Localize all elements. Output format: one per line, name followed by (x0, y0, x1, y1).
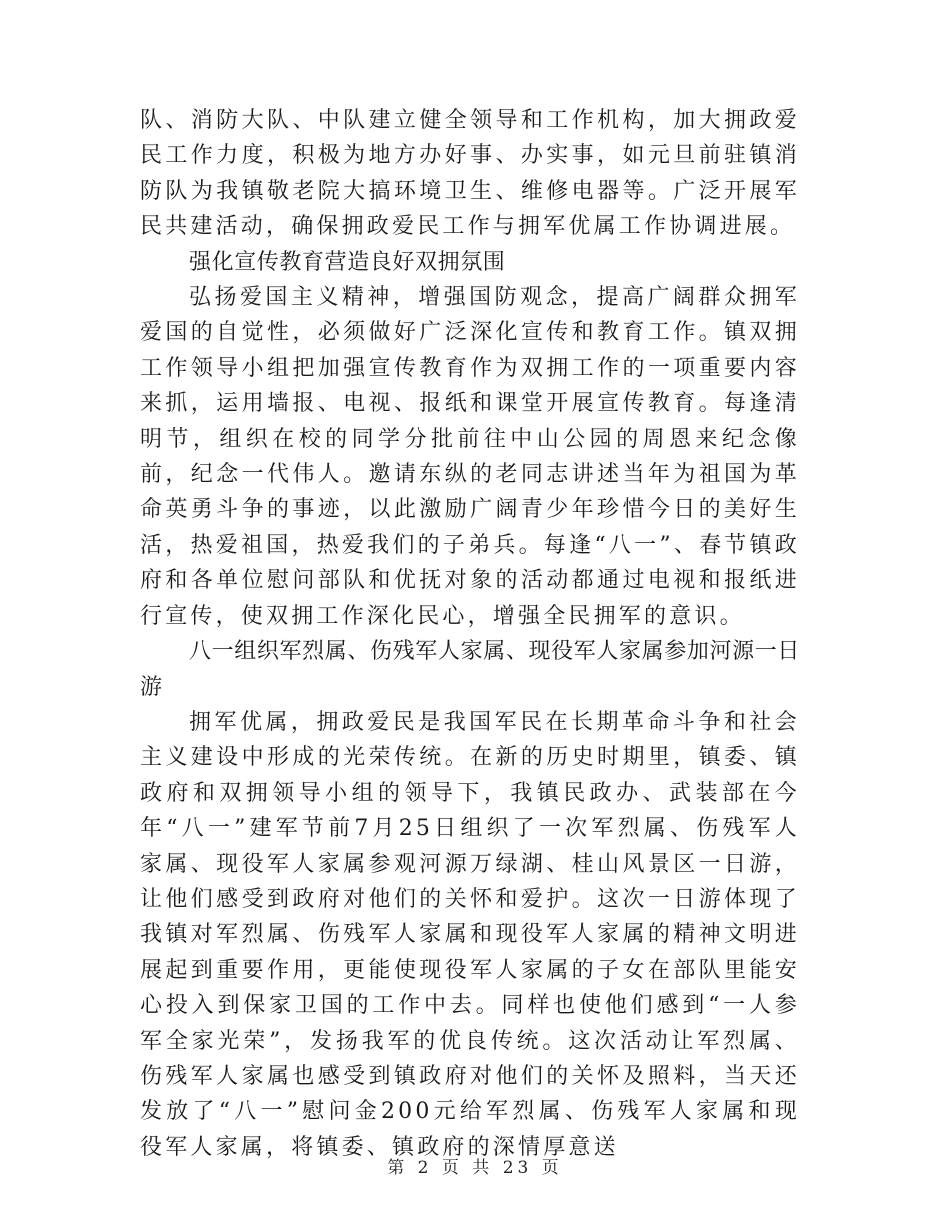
paragraph-body: 弘扬爱国主义精神，增强国防观念，提高广阔群众拥军爱国的自觉性，必须做好广泛深化宣传和教育工作。镇双拥工作领导小组把加强宣传教育作为双拥工作的一项重要内容来抓，运用墙报、电视、报纸和课堂开展宣传教育。每逢清明节，组织在校的同学分批前往中山公园的周恩来纪念像前，纪念一代伟人。邀请东纵的老同志讲述当年为祖国为革命英勇斗争的事迹，以此激励广阔青少年珍惜今日的美好生活，热爱祖国，热爱我们的子弟兵。每逢“八一”、春节镇政府和各单位慰问部队和优抚对象的活动都通过电视和报纸进行宣传，使双拥工作深化民心，增强全民拥军的意识。 (140, 285, 800, 629)
document-body (140, 103, 800, 1165)
page-number-footer: 第 2 页 共 23 页 (387, 1158, 563, 1178)
paragraph-body: 拥军优属，拥政爱民是我国军民在长期革命斗争和社会主义建设中形成的光荣传统。在新的历史时期里，镇委、镇政府和双拥领导小组的领导下，我镇民政办、武装部在今年“八一”建军节前7月25日组织了一次军烈属、伤残军人家属、现役军人家属参观河源万绿湖、桂山风景区一日游，让他们感受到政府对他们的关怀和爱护。这次一日游体现了我镇对军烈属、伤残军人家属和现役军人家属的精神文明进展起到重要作用，更能使现役军人家属的子女在部队里能安心投入到保家卫国的工作中去。同样也使他们感到“一人参军全家光荣”，发扬我军的优良传统。这次活动让军烈属、伤残军人家属也感受到镇政府对他们的关怀及照料，当天还发放了“八一”慰问金200元给军烈属、伤残军人家属和现役军人家属，将镇委、镇政府的深情厚意送 (140, 709, 800, 1160)
paragraph-body: 队、消防大队、中队建立健全领导和工作机构，加大拥政爱民工作力度，积极为地方办好事、办实事，如元旦前驻镇消防队为我镇敬老院大搞环境卫生、维修电器等。广泛开展军民共建活动，确保拥政爱民工作与拥军优属工作协调进展。 (140, 108, 800, 240)
section-heading: 强化宣传教育营造良好双拥氛围 (189, 249, 506, 275)
section-heading: 八一组织军烈属、伤残军人家属、现役军人家属参加河源一日游 (140, 639, 800, 700)
